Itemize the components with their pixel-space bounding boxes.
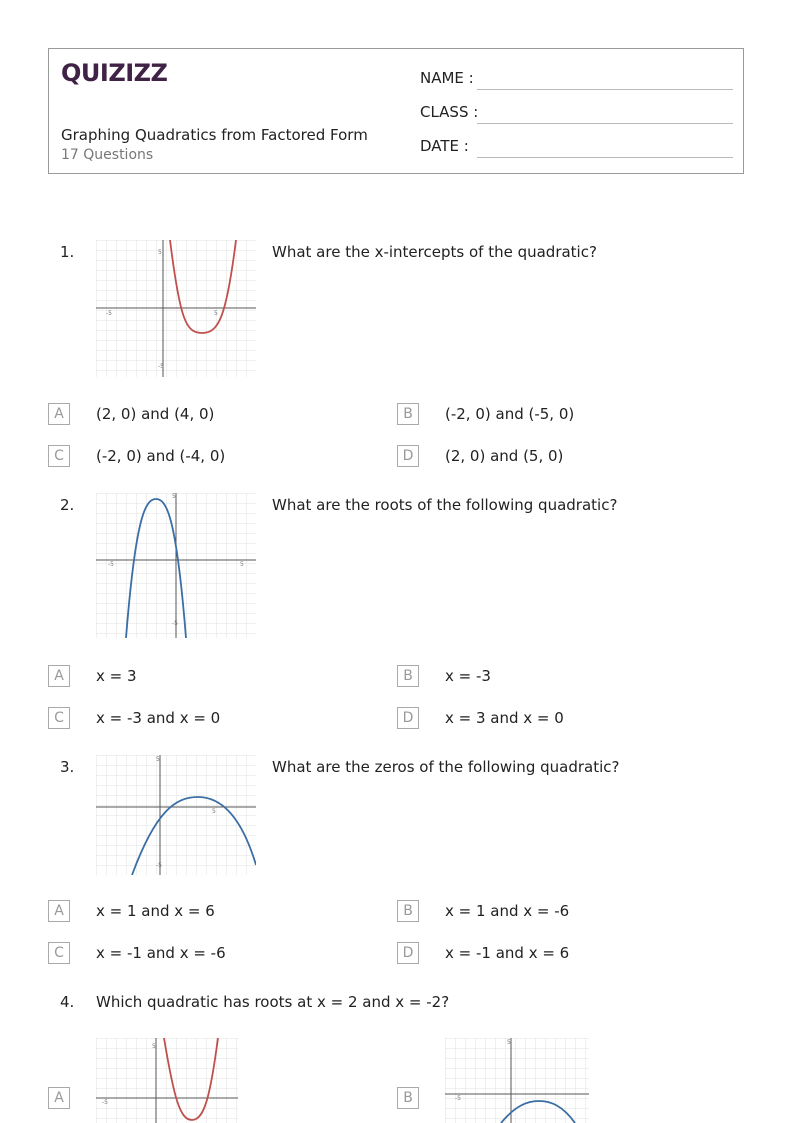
name-label: NAME : bbox=[420, 69, 474, 87]
question-2-graph bbox=[96, 493, 256, 638]
graph-svg bbox=[96, 1038, 238, 1123]
tick-label: 5 bbox=[156, 756, 160, 763]
option-letter-box[interactable]: D bbox=[397, 445, 419, 467]
question-text: Which quadratic has roots at x = 2 and x = -2? bbox=[96, 993, 450, 1011]
option-text[interactable]: x = 3 bbox=[96, 667, 137, 685]
tick-label: -5 bbox=[158, 363, 164, 370]
tick-label: -5 bbox=[108, 561, 114, 568]
graph-svg bbox=[96, 493, 256, 638]
tick-label: -5 bbox=[102, 1099, 108, 1106]
worksheet-header bbox=[48, 48, 744, 174]
option-text[interactable]: (2, 0) and (4, 0) bbox=[96, 405, 215, 423]
option-a-graph[interactable] bbox=[96, 1038, 238, 1123]
option-letter-box[interactable]: B bbox=[397, 665, 419, 687]
option-text[interactable]: x = -3 and x = 0 bbox=[96, 709, 221, 727]
option-text[interactable]: (-2, 0) and (-4, 0) bbox=[96, 447, 226, 465]
option-letter-box[interactable]: C bbox=[48, 445, 70, 467]
tick-label: -5 bbox=[106, 310, 112, 317]
option-text[interactable]: x = 3 and x = 0 bbox=[445, 709, 564, 727]
option-text[interactable]: x = -1 and x = 6 bbox=[445, 944, 570, 962]
option-letter-box[interactable]: C bbox=[48, 707, 70, 729]
option-text[interactable]: x = -3 bbox=[445, 667, 491, 685]
question-1-graph bbox=[96, 240, 256, 377]
question-3-graph bbox=[96, 755, 256, 875]
question-number: 1. bbox=[60, 243, 75, 261]
option-letter-box[interactable]: A bbox=[48, 1087, 70, 1109]
option-b-graph[interactable] bbox=[445, 1038, 589, 1123]
option-letter-box[interactable]: A bbox=[48, 900, 70, 922]
tick-label: -5 bbox=[455, 1095, 461, 1102]
question-number: 3. bbox=[60, 758, 75, 776]
option-letter-box[interactable]: B bbox=[397, 403, 419, 425]
question-count: 17 Questions bbox=[61, 147, 154, 163]
question-text: What are the zeros of the following quadratic? bbox=[272, 758, 620, 776]
question-number: 4. bbox=[60, 993, 75, 1011]
option-text[interactable]: (2, 0) and (5, 0) bbox=[445, 447, 564, 465]
tick-label: 5 bbox=[212, 808, 216, 815]
option-letter-box[interactable]: D bbox=[397, 707, 419, 729]
question-number: 2. bbox=[60, 496, 75, 514]
date-line[interactable] bbox=[477, 157, 733, 158]
tick-label: -5 bbox=[172, 620, 178, 627]
option-letter-box[interactable]: A bbox=[48, 403, 70, 425]
option-text[interactable]: x = -1 and x = -6 bbox=[96, 944, 226, 962]
class-line[interactable] bbox=[477, 123, 733, 124]
option-text[interactable]: x = 1 and x = 6 bbox=[96, 902, 215, 920]
option-text[interactable]: (-2, 0) and (-5, 0) bbox=[445, 405, 575, 423]
tick-label: 5 bbox=[240, 561, 244, 568]
class-label: CLASS : bbox=[420, 103, 479, 121]
tick-label: 5 bbox=[172, 493, 176, 500]
option-letter-box[interactable]: B bbox=[397, 1087, 419, 1109]
option-letter-box[interactable]: B bbox=[397, 900, 419, 922]
tick-label: 5 bbox=[152, 1043, 156, 1050]
graph-svg bbox=[96, 240, 256, 377]
name-line[interactable] bbox=[477, 89, 733, 90]
tick-label: 5 bbox=[158, 249, 162, 256]
graph-svg bbox=[96, 755, 256, 875]
option-text[interactable]: x = 1 and x = -6 bbox=[445, 902, 570, 920]
date-label: DATE : bbox=[420, 137, 469, 155]
option-letter-box[interactable]: C bbox=[48, 942, 70, 964]
tick-label: 5 bbox=[507, 1039, 511, 1046]
tick-label: -5 bbox=[156, 862, 162, 869]
quizizz-logo: QUIZIZZ bbox=[61, 59, 168, 87]
question-text: What are the x-intercepts of the quadratic? bbox=[272, 243, 597, 261]
option-letter-box[interactable]: A bbox=[48, 665, 70, 687]
worksheet-title: Graphing Quadratics from Factored Form bbox=[61, 126, 368, 144]
tick-label: 5 bbox=[214, 310, 218, 317]
graph-svg bbox=[445, 1038, 589, 1123]
grid bbox=[445, 1038, 589, 1123]
question-text: What are the roots of the following quadratic? bbox=[272, 496, 618, 514]
option-letter-box[interactable]: D bbox=[397, 942, 419, 964]
